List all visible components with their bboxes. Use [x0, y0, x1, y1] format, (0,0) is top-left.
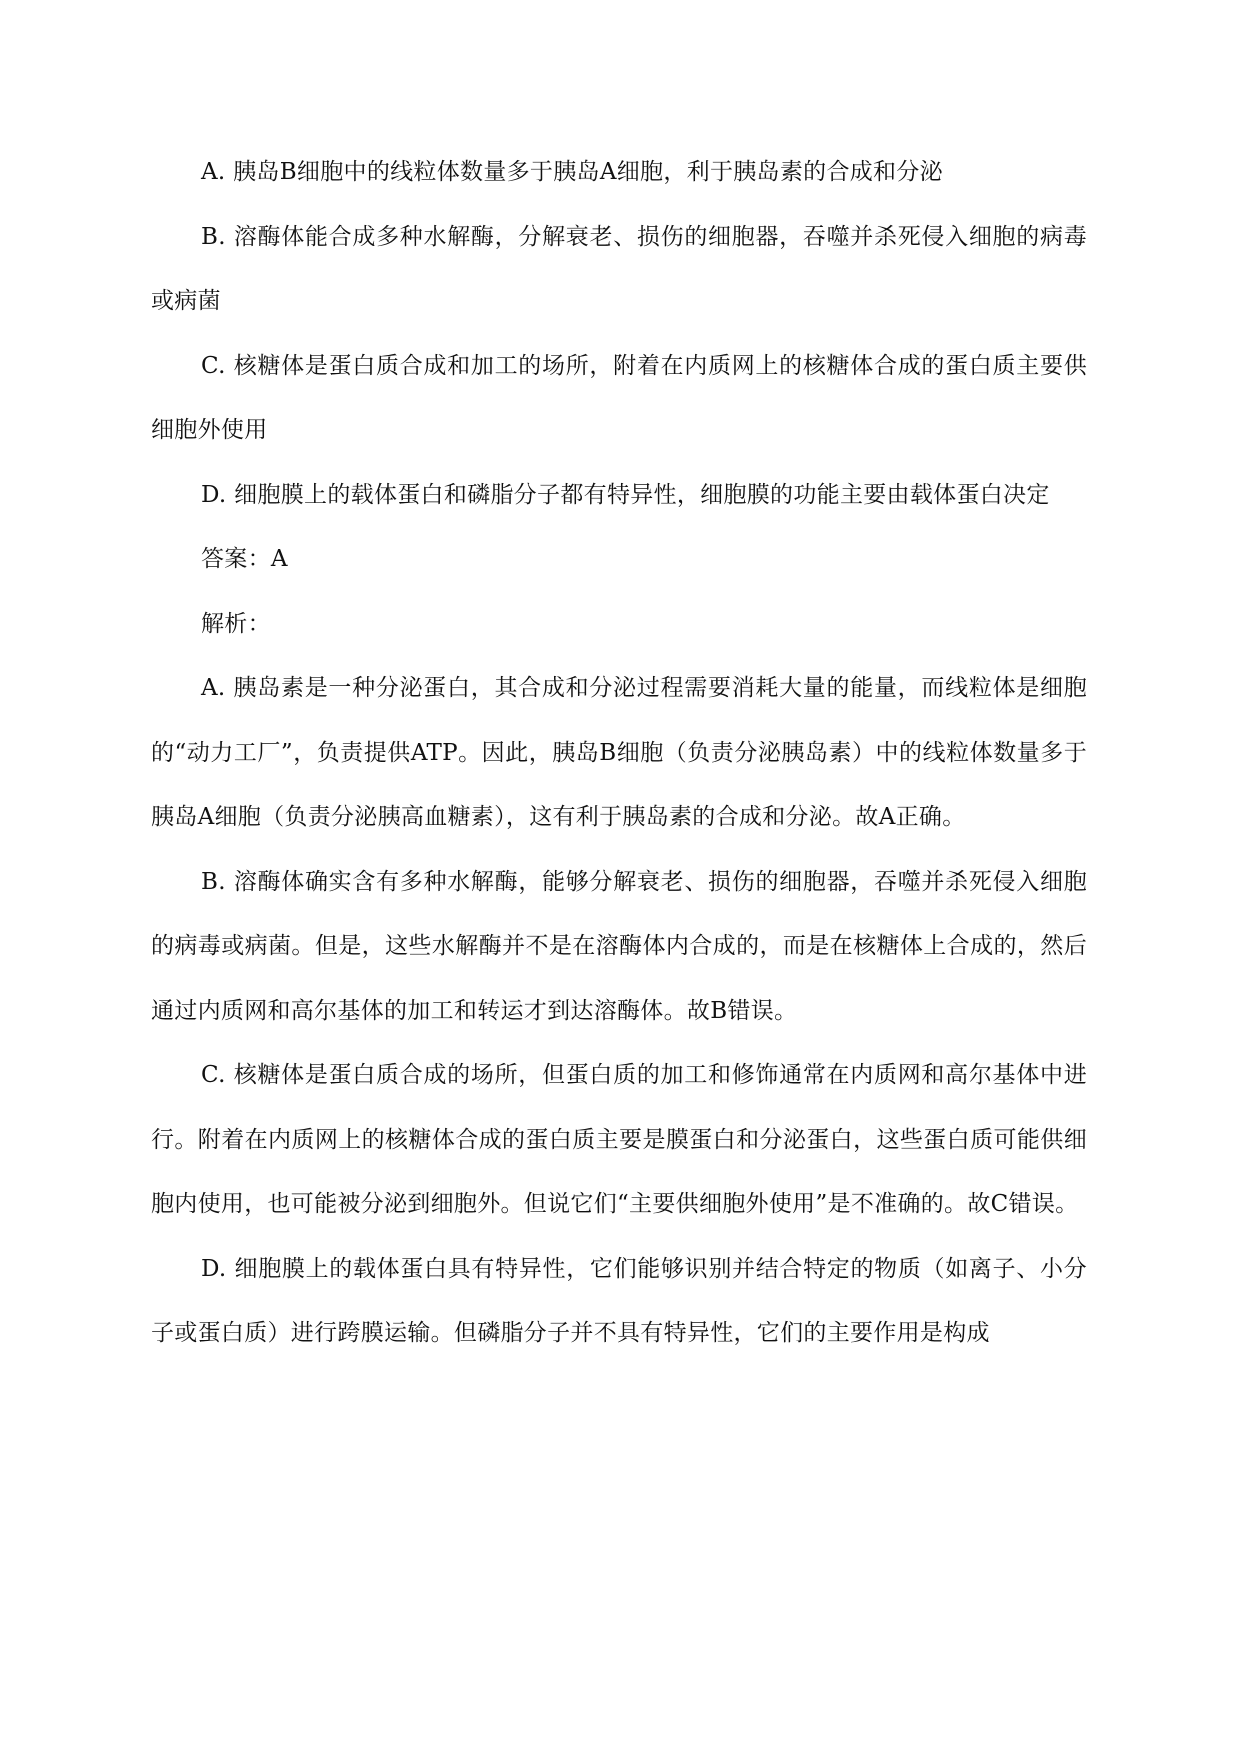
document-body	[151, 140, 1087, 1366]
analysis-heading: 解析：	[201, 610, 271, 637]
analysis-d: D. 细胞膜上的载体蛋白具有特异性，它们能够识别并结合特定的物质（如离子、小分子或蛋白质）进行跨膜运输。但磷脂分子并不具有特异性，它们的主要作用是构成	[151, 1255, 1087, 1346]
answer-line: 答案：A	[201, 546, 288, 572]
option-c: C. 核糖体是蛋白质合成和加工的场所，附着在内质网上的核糖体合成的蛋白质主要供细胞外使用	[151, 352, 1087, 443]
option-b: B. 溶酶体能合成多种水解酶，分解衰老、损伤的细胞器，吞噬并杀死侵入细胞的病毒或病菌	[151, 223, 1087, 314]
option-a: A. 胰岛B细胞中的线粒体数量多于胰岛A细胞，利于胰岛素的合成和分泌	[201, 159, 943, 185]
analysis-a: A. 胰岛素是一种分泌蛋白，其合成和分泌过程需要消耗大量的能量，而线粒体是细胞的“动力工厂”，负责提供ATP。因此，胰岛B细胞（负责分泌胰岛素）中的线粒体数量多于胰岛A细胞（负责分泌胰高血糖素），这有利于胰岛素的合成和分泌。故A正确。	[151, 675, 1087, 830]
analysis-c: C. 核糖体是蛋白质合成的场所，但蛋白质的加工和修饰通常在内质网和高尔基体中进行。附着在内质网上的核糖体合成的蛋白质主要是膜蛋白和分泌蛋白，这些蛋白质可能供细胞内使用，也可能被分泌到细胞外。但说它们“主要供细胞外使用”是不准确的。故C错误。	[151, 1062, 1087, 1217]
option-d: D. 细胞膜上的载体蛋白和磷脂分子都有特异性，细胞膜的功能主要由载体蛋白决定	[201, 481, 1050, 508]
analysis-b: B. 溶酶体确实含有多种水解酶，能够分解衰老、损伤的细胞器，吞噬并杀死侵入细胞的病毒或病菌。但是，这些水解酶并不是在溶酶体内合成的，而是在核糖体上合成的，然后通过内质网和高尔基体的加工和转运才到达溶酶体。故B错误。	[151, 868, 1087, 1024]
